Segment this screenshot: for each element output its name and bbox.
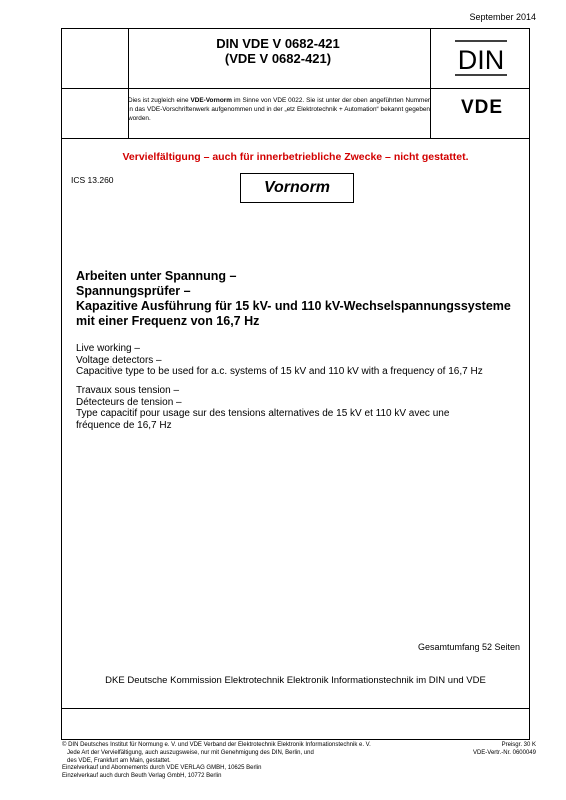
footer-line: des VDE, Frankfurt am Main, gestattet. xyxy=(62,757,171,764)
vde-notice-bold: VDE-Vornorm xyxy=(190,97,232,104)
total-pages: Gesamtumfang 52 Seiten xyxy=(417,642,520,652)
title-french xyxy=(76,385,526,431)
vornorm-box: Vornorm xyxy=(240,173,354,203)
title-english-line: Live working – xyxy=(76,343,140,354)
header-divider xyxy=(61,88,530,89)
footer-line: Einzelverkauf und Abonnements durch VDE VERLAG GMBH, 10625 Berlin xyxy=(62,765,262,772)
price-group: Preisgr. 30 K xyxy=(501,742,536,748)
title-english xyxy=(76,343,526,378)
din-logo xyxy=(452,38,510,78)
title-german-line: mit einer Frequenz von 16,7 Hz xyxy=(76,314,260,328)
vde-order-number: VDE-Vertr.-Nr. 0600049 xyxy=(472,749,536,756)
cover-frame xyxy=(61,28,530,740)
vde-logo-text: VDE xyxy=(460,97,504,118)
title-french-line: Détecteurs de tension – xyxy=(76,396,182,408)
document-number-din: DIN VDE V 0682-421 xyxy=(216,36,340,51)
vde-logo-icon xyxy=(448,94,516,118)
document-number xyxy=(128,36,428,66)
title-french-line: Travaux sous tension – xyxy=(76,385,180,396)
vde-notice-suffix: im Sinne von VDE 0022. Sie ist unter der oben angeführten Nummer in das VDE-Vorschriftenwerk aufgenommen und in der „etz Elektrotechnik + Automation“ bekannt gegeben worden. xyxy=(128,97,431,122)
footer-line: © DIN Deutsches Institut für Normung e. V. und VDE Verband der Elektrotechnik Elektronik Informationstechnik e. V. xyxy=(62,742,371,748)
footer-copyright xyxy=(62,742,402,781)
footer-price xyxy=(473,742,536,758)
vde-notice xyxy=(128,96,430,123)
right-column-divider xyxy=(430,28,431,138)
title-french-line: fréquence de 16,7 Hz xyxy=(76,419,172,431)
notice-divider xyxy=(61,138,530,139)
title-german-line: Kapazitive Ausführung für 15 kV- und 110 kV-Wechselspannungssysteme xyxy=(76,299,511,313)
din-logo-text: DIN xyxy=(457,45,505,75)
title-german xyxy=(76,269,526,329)
dke-line: DKE Deutsche Kommission Elektrotechnik Elektronik Informationstechnik im DIN und VDE xyxy=(105,675,486,686)
footer-line: Einzelverkauf auch durch Beuth Verlag GmbH, 10772 Berlin xyxy=(62,773,222,780)
vde-notice-prefix: Dies ist zugleich eine xyxy=(128,97,191,104)
footer-line: Jede Art der Vervielfältigung, auch auszugsweise, nur mit Genehmigung des DIN, Berlin, und xyxy=(62,749,314,756)
title-german-line: Spannungsprüfer – xyxy=(76,284,191,298)
footer-divider xyxy=(61,708,530,709)
title-english-line: Capacitive type to be used for a.c. systems of 15 kV and 110 kV with a frequency of 16,7 Hz xyxy=(76,366,483,378)
publication-date: September 2014 xyxy=(469,12,536,22)
title-german-line: Arbeiten unter Spannung – xyxy=(76,269,237,283)
reproduction-warning: Vervielfältigung – auch für innerbetriebliche Zwecke – nicht gestattet. xyxy=(122,151,469,163)
title-french-line: Type capacitif pour usage sur des tensions alternatives de 15 kV et 110 kV avec une xyxy=(76,408,450,420)
vde-logo xyxy=(448,94,516,118)
document-number-vde: (VDE V 0682-421) xyxy=(224,51,332,66)
din-logo-icon xyxy=(452,38,510,78)
ics-code: ICS 13.260 xyxy=(71,175,114,185)
title-english-line: Voltage detectors – xyxy=(76,354,162,366)
